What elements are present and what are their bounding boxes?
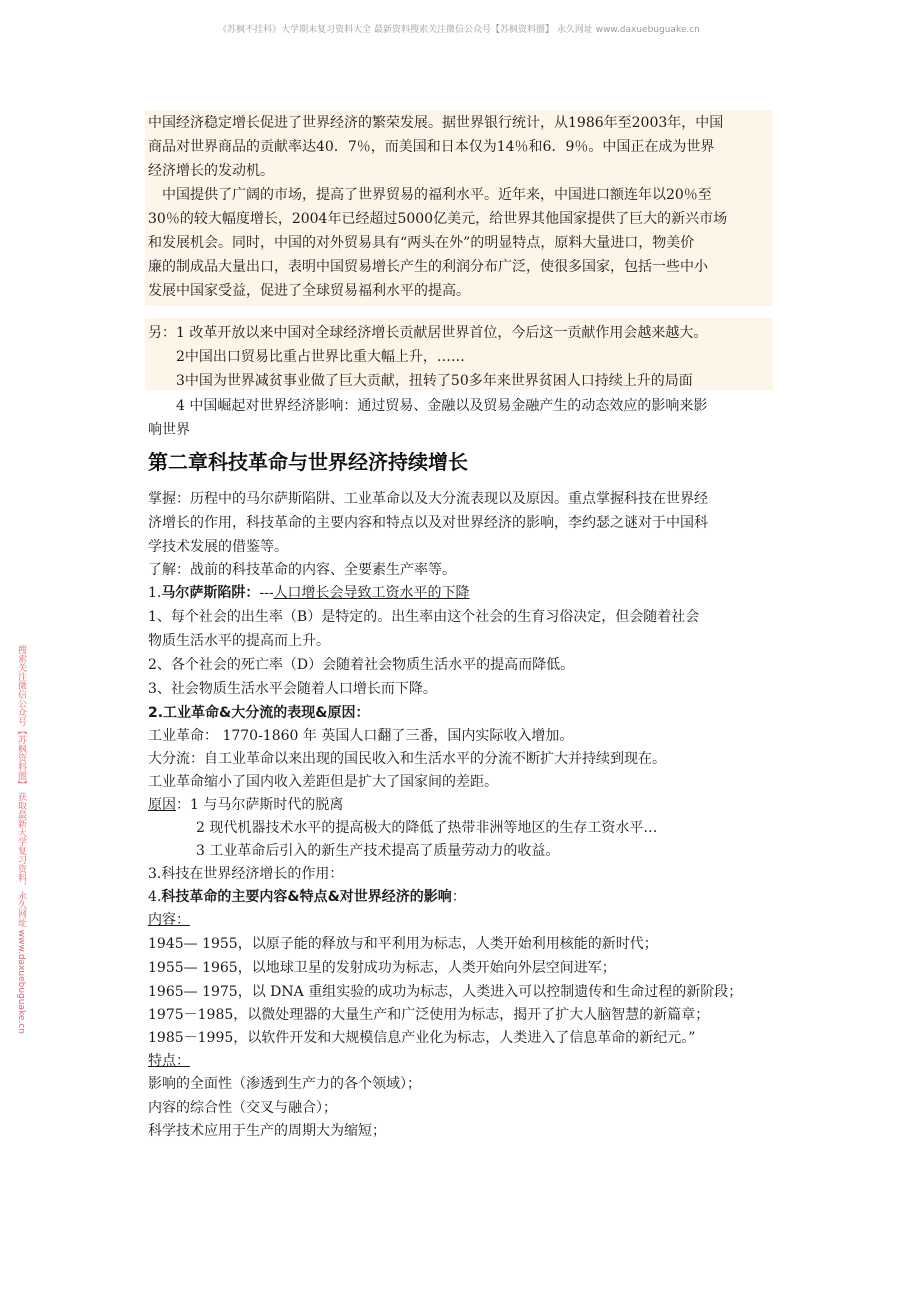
content-item: 1955— 1965，以地球卫星的发射成功为标志，人类开始向外层空间进军；: [148, 960, 616, 976]
content-item: 1985－1995，以软件开发和大规模信息产业化为标志，人类进入了信息革命的新纪元。”: [148, 1030, 696, 1046]
section-1-summary: 人口增长会导致工资水平的下降: [273, 585, 470, 601]
paragraph-line: 发展中国家受益，促进了全球贸易福利水平的提高。: [148, 283, 470, 299]
note-line: 响世界: [148, 422, 190, 438]
understand-line: 了解：战前的科技革命的内容、全要素生产率等。: [148, 562, 456, 578]
master-line: 济增长的作用，科技革命的主要内容和特点以及对世界经济的影响，李约瑟之谜对于中国科: [148, 515, 708, 531]
chapter-title: 第二章科技革命与世界经济持续增长: [148, 450, 468, 474]
feature-label: 特点：: [148, 1053, 190, 1069]
section-1-dash: ---: [259, 585, 274, 601]
section-1-title: 马尔萨斯陷阱：: [161, 585, 260, 601]
section-4-title: 科技革命的主要内容&特点&对世界经济的影响: [161, 889, 452, 905]
paragraph-line: 经济增长的发动机。: [148, 163, 274, 179]
content-label: 内容：: [148, 912, 190, 928]
note-line: 另：1 改革开放以来中国对全球经济增长贡献居世界首位，今后这一贡献作用会越来越大。: [148, 325, 708, 341]
note-line: 4 中国崛起对世界经济影响：通过贸易、金融以及贸易金融产生的动态效应的影响来影: [148, 398, 708, 414]
reason-line: [148, 794, 343, 817]
reason-label: 原因: [148, 797, 176, 813]
list-item: 2、各个社会的死亡率（D）会随着社会物质生活水平的提高而降低。: [148, 657, 575, 673]
section-2-heading: 2.工业革命&大分流的表现&原因：: [148, 705, 370, 721]
section-1-number: 1.: [148, 585, 162, 601]
feature-item: 影响的全面性（渗透到生产力的各个领域）；: [148, 1076, 421, 1092]
list-item: 3、社会物质生活水平会随着人口增长而下降。: [148, 681, 437, 697]
reason-item: 2 现代机器技术水平的提高极大的降低了热带非洲等地区的生存工资水平…: [196, 820, 658, 836]
paragraph-line: 和发展机会。同时，中国的对外贸易具有“两头在外”的明显特点，原料大量进口，物美价: [148, 235, 695, 251]
master-line: 掌握：历程中的马尔萨斯陷阱、工业革命以及大分流表现以及原因。重点掌握科技在世界经: [148, 491, 708, 507]
reason-first: ：1 与马尔萨斯时代的脱离: [176, 797, 344, 813]
master-line: 学技术发展的借鉴等。: [148, 539, 288, 555]
section-2-line: 大分流：自工业革命以来出现的国民收入和生活水平的分流不断扩大并持续到现在。: [148, 751, 666, 767]
note-line: 3中国为世界减贫事业做了巨大贡献，扭转了50多年来世界贫困人口持续上升的局面: [148, 373, 693, 389]
page-header: 《苏枫不挂科》大学期末复习资料大全 最新资料搜索关注微信公众号【苏枫资料圈】 永久网址 www.daxuebuguake.cn: [218, 25, 700, 35]
note-line: 2中国出口贸易比重占世界比重大幅上升，……: [148, 349, 465, 365]
section-2-line: 工业革命缩小了国内收入差距但是扩大了国家间的差距。: [148, 774, 498, 790]
paragraph-line: 商品对世界商品的贡献率达40．7％，而美国和日本仅为14％和6．9％。中国正在成为世界: [148, 139, 715, 155]
list-item: 物质生活水平的提高而上升。: [148, 633, 330, 649]
section-1-heading: [148, 582, 470, 605]
list-item: 1、每个社会的出生率（B）是特定的。出生率由这个社会的生育习俗决定，但会随着社会: [148, 609, 700, 625]
reason-item: 3 工业革命后引入的新生产技术提高了质量劳动力的收益。: [196, 843, 560, 859]
paragraph-line: 廉的制成品大量出口，表明中国贸易增长产生的利润分布广泛，使很多国家，包括一些中小: [148, 259, 708, 275]
feature-item: 内容的综合性（交叉与融合）；: [148, 1100, 337, 1116]
paragraph-line: 中国经济稳定增长促进了世界经济的繁荣发展。据世界银行统计，从1986年至2003年，中国: [148, 115, 724, 131]
content-item: 1945— 1955，以原子能的释放与和平利用为标志，人类开始利用核能的新时代；: [148, 936, 658, 952]
section-3-heading: 3.科技在世界经济增长的作用：: [148, 866, 344, 882]
side-watermark: 搜索关注微信公众号【苏枫资料圈】 获取最新大学复习资料，永久网址 www.daxuebuguake.cn: [16, 645, 26, 1034]
section-4-heading: [148, 886, 466, 909]
content-item: 1975－1985，以微处理器的大量生产和广泛使用为标志，揭开了扩大人脑智慧的新篇章；: [148, 1007, 710, 1023]
paragraph-line: 中国提供了广阔的市场，提高了世界贸易的福利水平。近年来，中国进口额连年以20％至: [148, 187, 712, 203]
feature-item: 科学技术应用于生产的周期大为缩短；: [148, 1123, 386, 1139]
section-4-colon: ：: [451, 889, 466, 905]
paragraph-line: 30％的较大幅度增长，2004年已经超过5000亿美元，给世界其他国家提供了巨大的新兴市场: [148, 211, 728, 227]
section-4-number: 4.: [148, 889, 162, 905]
content-item: 1965— 1975，以 DNA 重组实验的成功为标志，人类进入可以控制遗传和生命过程的新阶段；: [148, 984, 743, 1000]
section-2-line: 工业革命： 1770-1860 年 英国人口翻了三番，国内实际收入增加。: [148, 728, 574, 744]
